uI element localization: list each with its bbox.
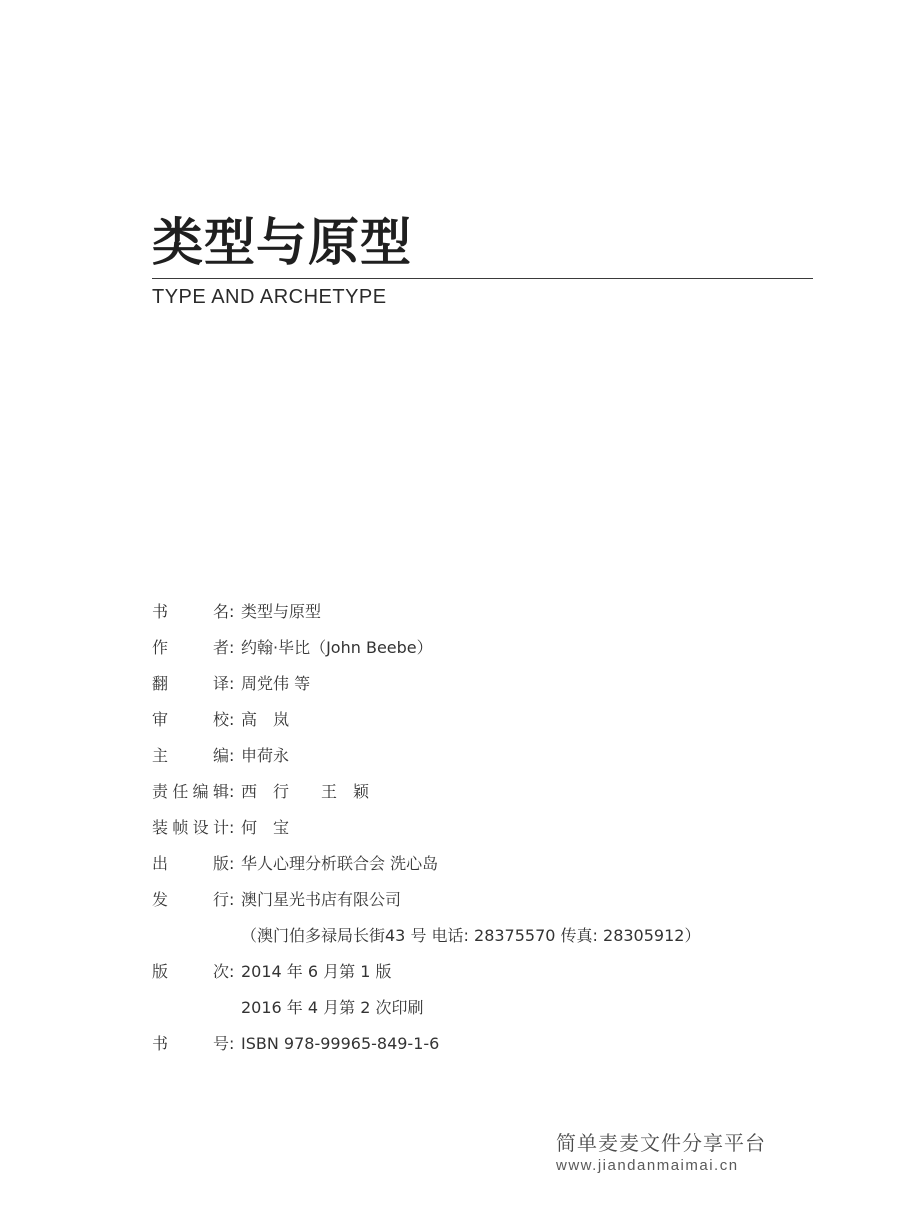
watermark-url: www.jiandanmaimai.cn — [556, 1157, 739, 1174]
book-title-chinese: 类型与原型 — [152, 214, 413, 273]
info-row — [152, 634, 832, 670]
info-label-char: 主 — [152, 746, 169, 765]
info-colon: : — [229, 674, 235, 693]
info-label-char: 译 — [212, 674, 229, 693]
info-value: 周党伟 等 — [241, 674, 311, 693]
info-label — [152, 886, 229, 914]
info-label — [152, 706, 229, 734]
info-label-char: 名 — [212, 602, 229, 621]
title-divider — [152, 278, 813, 279]
info-label-char: 者 — [212, 638, 229, 657]
info-colon: : — [229, 818, 235, 837]
info-value: 西 行 王 颖 — [241, 782, 370, 801]
info-label — [152, 814, 229, 842]
title-block — [152, 212, 813, 310]
info-value: 申荷永 — [241, 746, 290, 765]
info-colon: : — [229, 1034, 235, 1053]
info-label-char: 责 — [152, 782, 169, 801]
info-label-char: 行 — [212, 890, 229, 909]
info-label-char: 辑 — [212, 782, 229, 801]
info-label-char: 校 — [212, 710, 229, 729]
info-row — [152, 850, 832, 886]
info-colon: : — [229, 746, 235, 765]
info-row — [152, 922, 832, 958]
info-label-char: 出 — [152, 854, 169, 873]
info-label-char: 任 — [172, 782, 189, 801]
info-row — [152, 778, 832, 814]
info-row — [152, 598, 832, 634]
info-label-char: 版 — [152, 962, 169, 981]
info-label — [152, 850, 229, 878]
info-value: 澳门星光书店有限公司 — [241, 890, 402, 909]
info-colon: : — [229, 602, 235, 621]
copyright-info — [152, 598, 832, 1066]
info-label-char: 装 — [152, 818, 169, 837]
info-label-char: 号 — [212, 1034, 229, 1053]
info-colon: : — [229, 782, 235, 801]
info-label-char: 书 — [152, 602, 169, 621]
info-value: 高 岚 — [241, 710, 290, 729]
info-colon: : — [229, 854, 235, 873]
info-row — [152, 886, 832, 922]
info-value: ISBN 978-99965-849-1-6 — [241, 1034, 440, 1053]
info-label — [152, 958, 229, 986]
info-label — [152, 598, 229, 626]
info-value: 华人心理分析联合会 洗心岛 — [241, 854, 439, 873]
info-value: 2016 年 4 月第 2 次印刷 — [241, 998, 424, 1017]
info-label-char: 编 — [212, 746, 229, 765]
book-title-english: TYPE AND ARCHETYPE — [152, 286, 387, 308]
info-value: 何 宝 — [241, 818, 290, 837]
watermark — [556, 1130, 796, 1176]
watermark-text: 简单麦麦文件分享平台 — [556, 1131, 766, 1155]
info-value: 约翰·毕比（John Beebe） — [241, 638, 433, 657]
info-row — [152, 1030, 832, 1066]
info-label-char: 作 — [152, 638, 169, 657]
info-label-char: 编 — [192, 782, 209, 801]
info-row — [152, 994, 832, 1030]
info-label-char: 次 — [212, 962, 229, 981]
info-label-char: 版 — [212, 854, 229, 873]
info-value: （澳门伯多禄局长街43 号 电话: 28375570 传真: 28305912） — [241, 926, 701, 945]
info-label — [152, 670, 229, 698]
info-label — [152, 742, 229, 770]
info-label-char: 计 — [212, 818, 229, 837]
info-colon: : — [229, 962, 235, 981]
info-label — [152, 778, 229, 806]
info-label — [152, 634, 229, 662]
info-row — [152, 814, 832, 850]
info-label-char: 设 — [192, 818, 209, 837]
info-label-char: 翻 — [152, 674, 169, 693]
info-colon: : — [229, 638, 235, 657]
info-label-char: 发 — [152, 890, 169, 909]
info-row — [152, 670, 832, 706]
info-colon: : — [229, 710, 235, 729]
info-label-char: 书 — [152, 1034, 169, 1053]
info-row — [152, 742, 832, 778]
info-colon: : — [229, 890, 235, 909]
info-row — [152, 958, 832, 994]
info-label-char: 帧 — [172, 818, 189, 837]
info-row — [152, 706, 832, 742]
info-label-char: 审 — [152, 710, 169, 729]
info-label — [152, 1030, 229, 1058]
info-value: 类型与原型 — [241, 602, 322, 621]
info-value: 2014 年 6 月第 1 版 — [241, 962, 392, 981]
